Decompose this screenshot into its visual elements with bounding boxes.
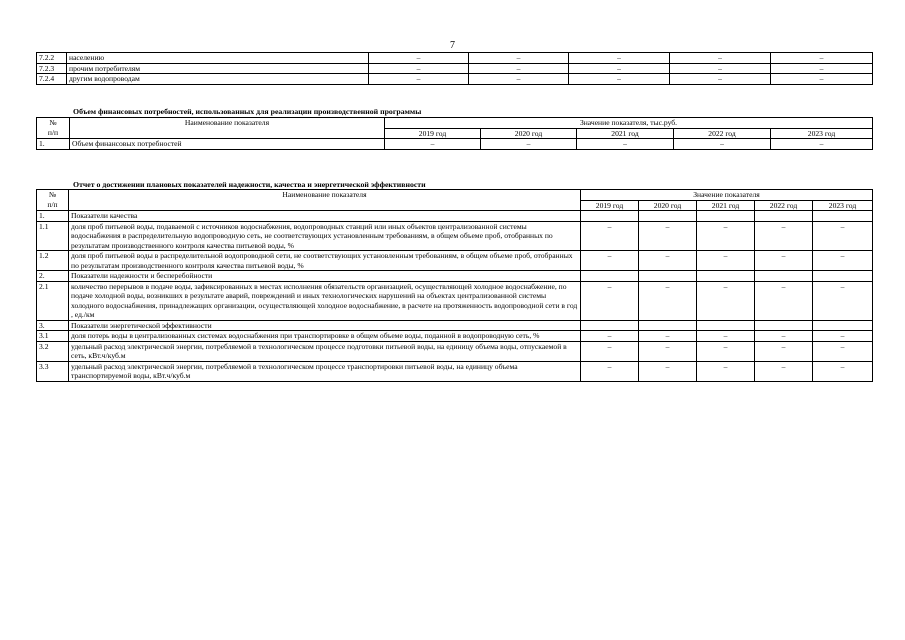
finance-year-header: 2023 год [771, 128, 873, 139]
row-value-empty [697, 211, 755, 222]
table-row [37, 341, 873, 361]
row-value: – [697, 281, 755, 320]
row-value: – [569, 74, 670, 85]
row-value-empty [813, 320, 873, 331]
row-value-empty [639, 320, 697, 331]
row-value: – [813, 361, 873, 381]
row-value: – [755, 221, 813, 251]
row-name: удельный расход электрической энергии, потребляемой в технологическом процессе подготовки питьевой воды, на единицу объема воды, отпускаемой в сеть, кВт.ч/куб.м [69, 341, 581, 361]
row-value: – [581, 221, 639, 251]
row-value: – [813, 331, 873, 342]
row-value: – [639, 331, 697, 342]
row-value: – [639, 361, 697, 381]
row-number: 3.1 [37, 331, 69, 342]
row-number: 3.3 [37, 361, 69, 381]
row-name: доля потерь воды в централизованных системах водоснабжения при транспортировке в общем объеме воды, поданной в водопроводную сеть, % [69, 331, 581, 342]
report-year-header: 2022 год [755, 200, 813, 211]
row-value-empty [697, 320, 755, 331]
row-name: Показатели качества [69, 211, 581, 222]
row-value: – [755, 281, 813, 320]
row-name: количество перерывов в подаче воды, зафиксированных в местах исполнения обязательств организацией, осуществляющей холодное водоснабжение, по подаче холодной воды, возникших в результате аварий, повреждений и иных технологических нарушений на объектах централизованной системы холодного водоснабжения, принадлежащих организации, осуществляющей холодное водоснабжение, в расчете на протяженность водопроводной сети в год , ед./км [69, 281, 581, 320]
row-value: – [581, 251, 639, 271]
section-row [37, 271, 873, 282]
row-number: 1. [37, 139, 70, 150]
row-value: – [469, 63, 569, 74]
row-value: – [697, 331, 755, 342]
row-value: – [369, 63, 469, 74]
table-row [37, 331, 873, 342]
row-name: прочим потребителям [67, 63, 369, 74]
row-value-empty [581, 211, 639, 222]
finance-year-header: 2021 год [577, 128, 674, 139]
row-number: 7.2.4 [37, 74, 67, 85]
row-number: 3.2 [37, 341, 69, 361]
row-value-empty [755, 211, 813, 222]
row-value: – [674, 139, 771, 150]
row-value: – [581, 341, 639, 361]
row-name: доля проб питьевой воды, подаваемой с источников водоснабжения, водопроводных станций или иных объектов централизованной системы водоснабжения в распределительную водопроводную сеть, не соответствующих установленным требованиям, в общем объеме проб, отобранных по результатам производственного контроля качества питьевой воды, % [69, 221, 581, 251]
row-value: – [755, 331, 813, 342]
table-row [37, 221, 873, 251]
row-value: – [469, 53, 569, 64]
row-value: – [481, 139, 577, 150]
row-number: 2.1 [37, 281, 69, 320]
report-year-header: 2023 год [813, 200, 873, 211]
row-value: – [670, 74, 771, 85]
row-value: – [569, 53, 670, 64]
row-name: доля проб питьевой воды в распределительной водопроводной сети, не соответствующих установленным требованиям, в общем объеме проб, отобранных по результатам производственного контроля качества питьевой воды, % [69, 251, 581, 271]
row-value: – [577, 139, 674, 150]
report-title: Отчет о достижении плановых показателей надежности, качества и энергетической эффективности [73, 180, 426, 189]
row-value: – [697, 221, 755, 251]
row-value: – [813, 281, 873, 320]
row-number: 1.2 [37, 251, 69, 271]
row-value: – [813, 221, 873, 251]
row-value: – [771, 53, 873, 64]
row-value-empty [813, 211, 873, 222]
row-value-empty [639, 211, 697, 222]
row-value: – [755, 251, 813, 271]
row-value: – [385, 139, 481, 150]
row-value: – [369, 74, 469, 85]
report-year-header: 2021 год [697, 200, 755, 211]
row-value: – [755, 361, 813, 381]
row-value-empty [581, 320, 639, 331]
row-value: – [581, 281, 639, 320]
row-value-empty [581, 271, 639, 282]
row-number: 7.2.3 [37, 63, 67, 74]
row-value: – [581, 331, 639, 342]
row-value: – [771, 63, 873, 74]
table-row [37, 361, 873, 381]
top-table [36, 52, 873, 85]
table-row [37, 53, 873, 64]
row-value: – [369, 53, 469, 64]
row-value-empty [755, 320, 813, 331]
section-row [37, 211, 873, 222]
finance-year-header: 2022 год [674, 128, 771, 139]
row-name: Объем финансовых потребностей [70, 139, 385, 150]
row-name: Показатели энергетической эффективности [69, 320, 581, 331]
row-value: – [771, 139, 873, 150]
table-row [37, 139, 873, 150]
finance-header-value: Значение показателя, тыс.руб. [385, 118, 873, 129]
row-value: – [813, 251, 873, 271]
row-value-empty [755, 271, 813, 282]
row-number: 1. [37, 211, 69, 222]
row-value-empty [697, 271, 755, 282]
report-table [36, 189, 873, 382]
row-value: – [469, 74, 569, 85]
row-value: – [639, 221, 697, 251]
row-name: Показатели надежности и бесперебойности [69, 271, 581, 282]
finance-table [36, 117, 873, 150]
table-row [37, 63, 873, 74]
finance-year-header: 2019 год [385, 128, 481, 139]
finance-year-header: 2020 год [481, 128, 577, 139]
finance-header-name: Наименование показателя [70, 118, 385, 139]
finance-header-num: № п/п [37, 118, 70, 139]
row-value: – [755, 341, 813, 361]
finance-title: Объем финансовых потребностей, использованных для реализации производственной программы [73, 107, 422, 116]
row-value: – [670, 53, 771, 64]
table-row [37, 251, 873, 271]
report-header-value: Значение показателя [581, 190, 873, 201]
row-value: – [569, 63, 670, 74]
row-value: – [697, 251, 755, 271]
table-row [37, 74, 873, 85]
row-value: – [697, 341, 755, 361]
row-name: удельный расход электрической энергии, потребляемой в технологическом процессе транспортировки питьевой воды, на единицу объема транспортируемой воды, кВт.ч/куб.м [69, 361, 581, 381]
table-row [37, 281, 873, 320]
page-number: 7 [450, 40, 455, 51]
row-value: – [697, 361, 755, 381]
row-value: – [639, 281, 697, 320]
row-number: 7.2.2 [37, 53, 67, 64]
row-number: 1.1 [37, 221, 69, 251]
row-value: – [771, 74, 873, 85]
row-value-empty [639, 271, 697, 282]
row-number: 3. [37, 320, 69, 331]
row-name: населению [67, 53, 369, 64]
report-header-num: № п/п [37, 190, 69, 211]
row-number: 2. [37, 271, 69, 282]
row-value: – [813, 341, 873, 361]
row-value: – [670, 63, 771, 74]
row-value: – [639, 341, 697, 361]
row-name: другим водопроводам [67, 74, 369, 85]
section-row [37, 320, 873, 331]
row-value: – [639, 251, 697, 271]
report-year-header: 2020 год [639, 200, 697, 211]
report-year-header: 2019 год [581, 200, 639, 211]
row-value-empty [813, 271, 873, 282]
row-value: – [581, 361, 639, 381]
report-header-name: Наименование показателя [69, 190, 581, 211]
